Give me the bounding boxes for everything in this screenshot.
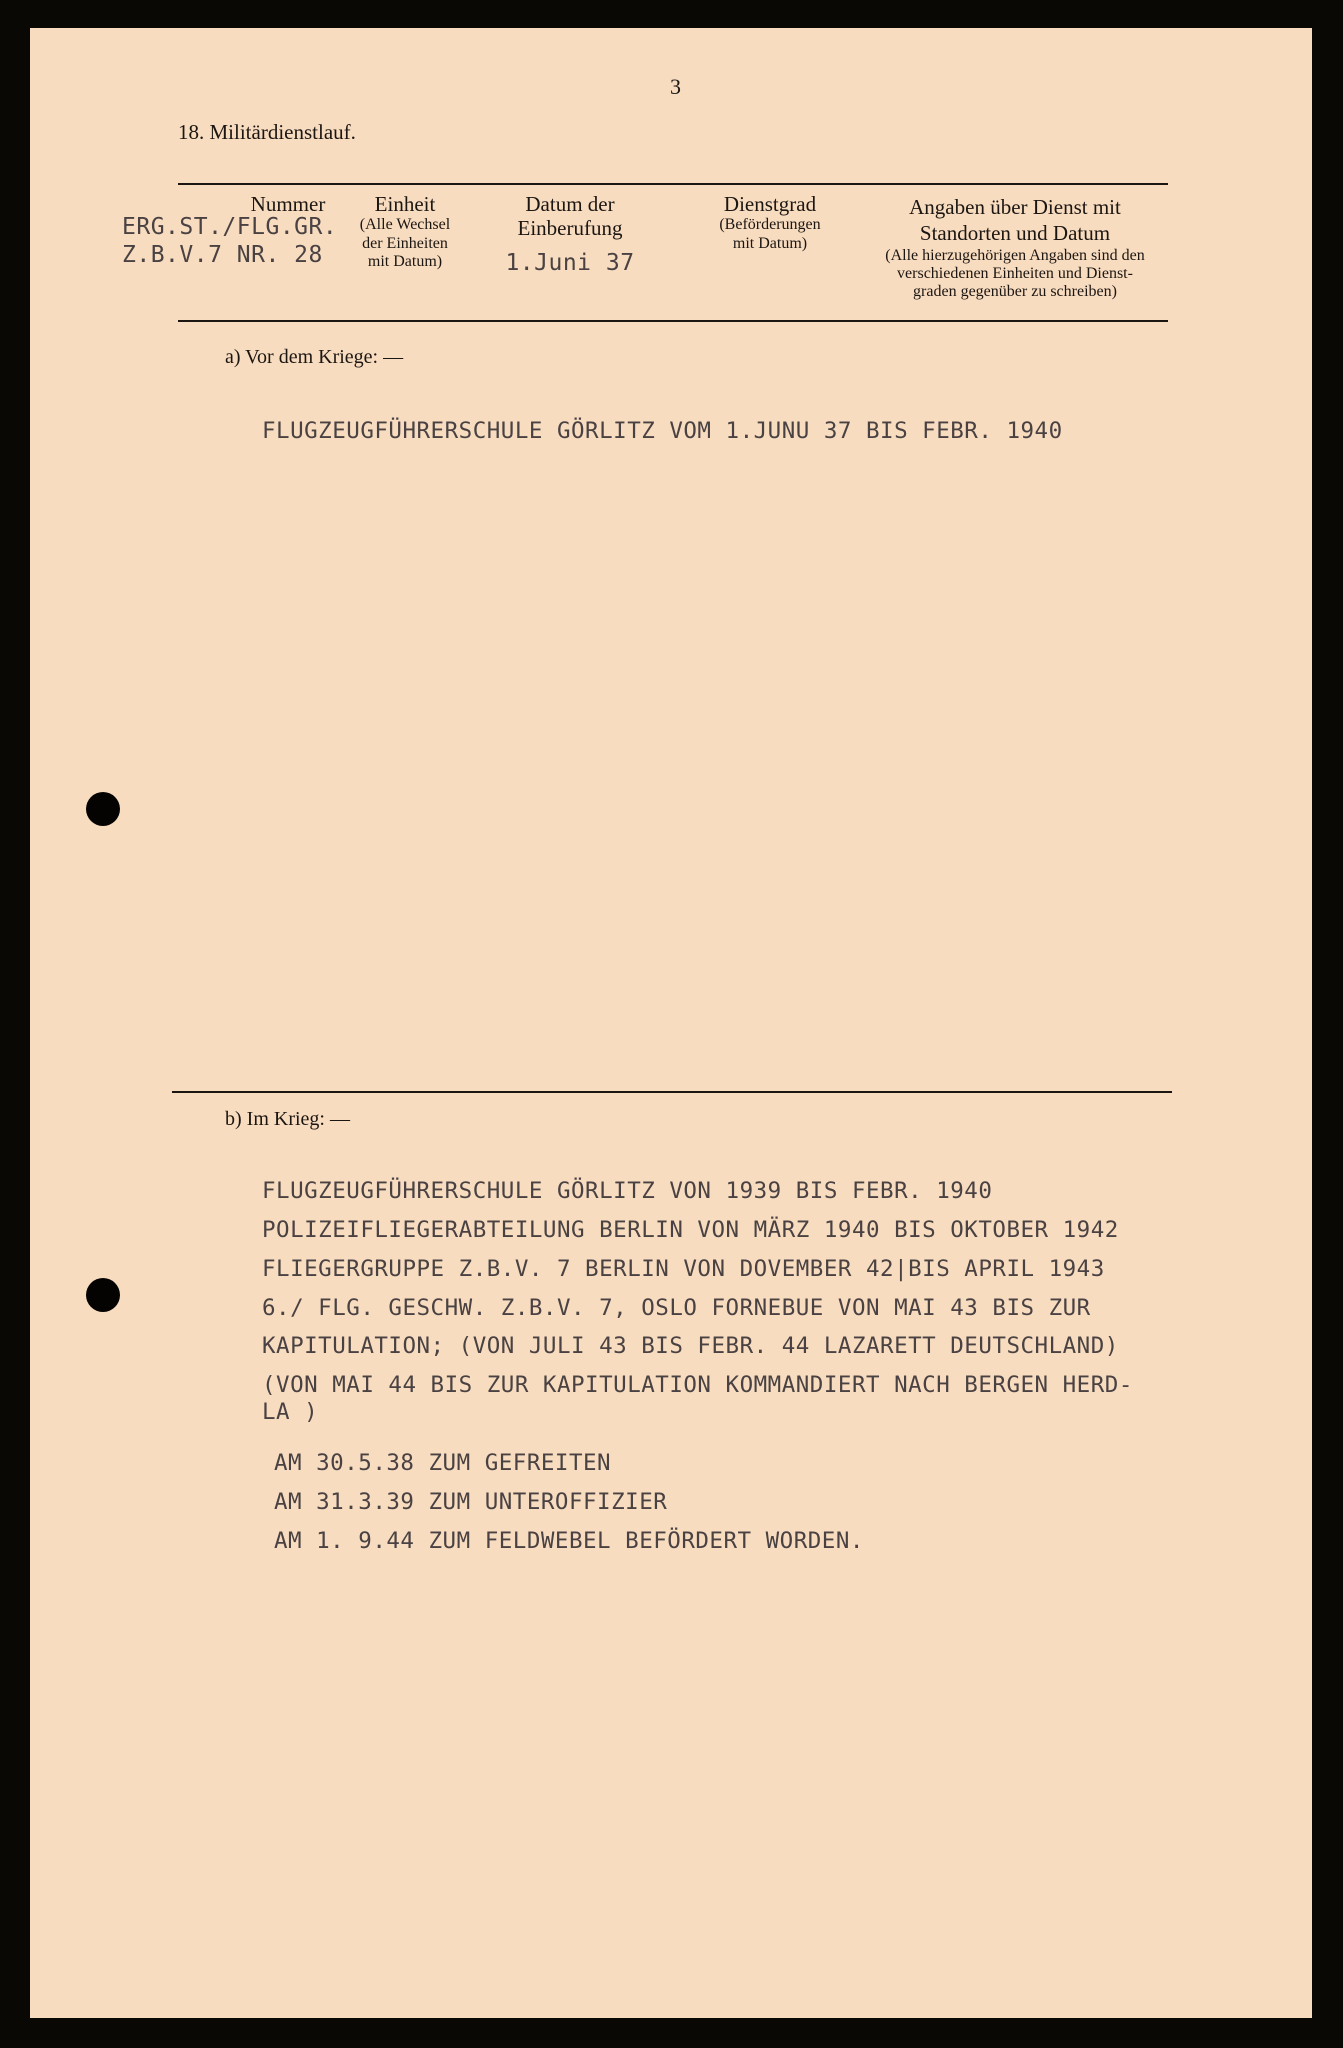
header-angaben-sub: (Alle hierzugehörigen Angaben sind den: [885, 246, 1145, 264]
section-b-line: (VON MAI 44 BIS ZUR KAPITULATION KOMMANDIERT NACH BERGEN HERD-: [262, 1372, 1133, 1398]
header-nummer: [228, 192, 348, 216]
header-nummer-label: Nummer: [250, 192, 326, 216]
header-angaben-label: Angaben über Dienst mit: [909, 195, 1121, 219]
typed-conscription-date: 1.Juni 37: [505, 250, 635, 276]
section-a-line: FLUGZEUGFÜHRERSCHULE GÖRLITZ VOM 1.JUNU 37 BIS FEBR. 1940: [262, 418, 1063, 444]
section-b-line: LA ): [262, 1399, 319, 1425]
section-divider: [172, 1091, 1172, 1093]
header-datum-label: Einberufung: [517, 216, 623, 241]
promotion-entry: AM 31.3.39 ZUM UNTEROFFIZIER: [274, 1489, 668, 1515]
header-rule-bottom: [178, 320, 1168, 322]
header-dienstgrad: [690, 192, 850, 253]
promotion-entry: AM 30.5.38 ZUM GEFREITEN: [274, 1450, 612, 1476]
header-dienstgrad-sub: mit Datum): [732, 234, 808, 252]
section-b-line: KAPITULATION; (VON JULI 43 BIS FEBR. 44 LAZARETT DEUTSCHLAND): [262, 1333, 1119, 1359]
section-b-line: FLUGZEUGFÜHRERSCHULE GÖRLITZ VON 1939 BIS FEBR. 1940: [262, 1178, 993, 1204]
header-einheit-sub: mit Datum): [367, 252, 443, 270]
section-b-label: b) Im Krieg: —: [225, 1108, 350, 1130]
typed-unit-number-line2: Z.B.V.7 NR. 28: [122, 242, 323, 268]
promotion-entry: AM 1. 9.44 ZUM FELDWEBEL BEFÖRDERT WORDEN.: [274, 1528, 864, 1554]
section-b-line: FLIEGERGRUPPE Z.B.V. 7 BERLIN VON DOVEMBER 42|BIS APRIL 1943: [262, 1256, 1105, 1282]
header-einheit: [340, 192, 470, 271]
header-einheit-label: Einheit: [374, 192, 436, 216]
punch-hole: [86, 792, 120, 826]
header-datum-label: Datum der: [525, 192, 615, 216]
page-number: 3: [670, 74, 681, 99]
header-angaben: [860, 194, 1170, 302]
header-angaben-sub: graden gegenüber zu schreiben): [913, 283, 1117, 301]
section-title: 18. Militärdienstlauf.: [178, 120, 356, 144]
header-angaben-sub: verschiedenen Einheiten und Dienst-: [897, 264, 1133, 282]
header-angaben-label: Standorten und Datum: [919, 221, 1111, 246]
header-rule-top: [178, 183, 1168, 185]
section-b-line: POLIZEIFLIEGERABTEILUNG BERLIN VON MÄRZ 1940 BIS OKTOBER 1942: [262, 1217, 1119, 1243]
header-einheit-sub: (Alle Wechsel: [359, 216, 451, 234]
header-datum: [500, 192, 640, 240]
typed-unit-number-line1: ERG.ST./FLG.GR.: [122, 214, 338, 240]
header-dienstgrad-sub: (Beförderungen: [719, 216, 821, 234]
section-b-line: 6./ FLG. GESCHW. Z.B.V. 7, OSLO FORNEBUE VON MAI 43 BIS ZUR: [262, 1295, 1091, 1321]
document-page: [30, 28, 1312, 2018]
section-a-label: a) Vor dem Kriege: —: [225, 346, 404, 368]
header-einheit-sub: der Einheiten: [362, 234, 448, 252]
punch-hole: [86, 1278, 120, 1312]
header-dienstgrad-label: Dienstgrad: [723, 192, 817, 216]
